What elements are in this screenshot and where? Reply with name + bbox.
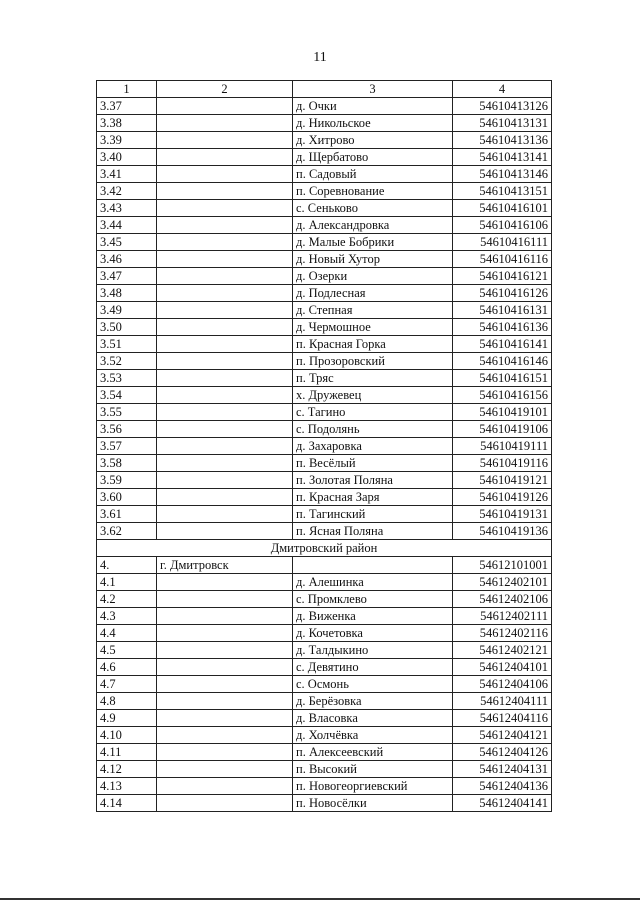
row-number: 3.55 xyxy=(97,404,157,421)
oktmo-code: 54612404116 xyxy=(453,710,552,727)
table-header-row xyxy=(97,81,552,98)
row-number: 3.58 xyxy=(97,455,157,472)
row-number: 3.61 xyxy=(97,506,157,523)
row-number: 3.57 xyxy=(97,438,157,455)
locality-name: д. Захаровка xyxy=(293,438,453,455)
locality-name: п. Соревнование xyxy=(293,183,453,200)
row-number: 4.7 xyxy=(97,676,157,693)
oktmo-code: 54612402106 xyxy=(453,591,552,608)
row-number: 4.3 xyxy=(97,608,157,625)
table-row xyxy=(97,319,552,336)
row-number: 3.52 xyxy=(97,353,157,370)
settlement-name xyxy=(157,778,293,795)
oktmo-code: 54610416146 xyxy=(453,353,552,370)
locality-name: п. Тряс xyxy=(293,370,453,387)
oktmo-code: 54610419101 xyxy=(453,404,552,421)
table-row xyxy=(97,404,552,421)
oktmo-code: 54610419106 xyxy=(453,421,552,438)
row-number: 3.49 xyxy=(97,302,157,319)
table-row xyxy=(97,234,552,251)
section-row xyxy=(97,540,552,557)
settlement-name xyxy=(157,506,293,523)
oktmo-code: 54612404106 xyxy=(453,676,552,693)
oktmo-code: 54610419121 xyxy=(453,472,552,489)
row-number: 4.13 xyxy=(97,778,157,795)
row-number: 3.53 xyxy=(97,370,157,387)
locality-name: п. Прозоровский xyxy=(293,353,453,370)
locality-name: д. Кочетовка xyxy=(293,625,453,642)
table-row xyxy=(97,710,552,727)
settlement-name xyxy=(157,166,293,183)
table-row xyxy=(97,744,552,761)
row-number: 3.39 xyxy=(97,132,157,149)
locality-name: п. Ясная Поляна xyxy=(293,523,453,540)
settlement-name xyxy=(157,625,293,642)
oktmo-code: 54610416106 xyxy=(453,217,552,234)
table-row xyxy=(97,132,552,149)
oktmo-code: 54610416136 xyxy=(453,319,552,336)
oktmo-code: 54610416141 xyxy=(453,336,552,353)
row-number: 4.10 xyxy=(97,727,157,744)
table-row xyxy=(97,98,552,115)
row-number: 4.4 xyxy=(97,625,157,642)
row-number: 4.9 xyxy=(97,710,157,727)
oktmo-code: 54610416121 xyxy=(453,268,552,285)
table-row xyxy=(97,608,552,625)
locality-name: с. Подолянь xyxy=(293,421,453,438)
locality-name: д. Никольское xyxy=(293,115,453,132)
settlement-name xyxy=(157,370,293,387)
locality-name: д. Озерки xyxy=(293,268,453,285)
oktmo-code: 54612404136 xyxy=(453,778,552,795)
row-number: 4.2 xyxy=(97,591,157,608)
oktmo-code: 54612404121 xyxy=(453,727,552,744)
column-header: 1 xyxy=(97,81,157,98)
table-row xyxy=(97,676,552,693)
oktmo-code: 54612402111 xyxy=(453,608,552,625)
table-row xyxy=(97,591,552,608)
table-row xyxy=(97,421,552,438)
row-number: 4.5 xyxy=(97,642,157,659)
oktmo-code: 54610416126 xyxy=(453,285,552,302)
settlement-name xyxy=(157,608,293,625)
oktmo-code: 54610413131 xyxy=(453,115,552,132)
row-number: 3.46 xyxy=(97,251,157,268)
table-row xyxy=(97,642,552,659)
settlement-name xyxy=(157,387,293,404)
scan-edge-line xyxy=(0,898,640,900)
row-number: 3.45 xyxy=(97,234,157,251)
row-number: 4.1 xyxy=(97,574,157,591)
locality-name: с. Осмонь xyxy=(293,676,453,693)
locality-name xyxy=(293,557,453,574)
locality-name: п. Новогеоргиевский xyxy=(293,778,453,795)
settlement-name xyxy=(157,710,293,727)
settlement-name xyxy=(157,693,293,710)
table-row xyxy=(97,472,552,489)
row-number: 3.54 xyxy=(97,387,157,404)
settlement-name xyxy=(157,591,293,608)
settlement-name xyxy=(157,149,293,166)
section-title: Дмитровский район xyxy=(97,540,552,557)
locality-name: д. Новый Хутор xyxy=(293,251,453,268)
table-row xyxy=(97,217,552,234)
oktmo-code: 54612404101 xyxy=(453,659,552,676)
table-row xyxy=(97,251,552,268)
settlement-name xyxy=(157,761,293,778)
locality-name: п. Красная Заря xyxy=(293,489,453,506)
table-row xyxy=(97,438,552,455)
table-body xyxy=(97,98,552,812)
column-header: 3 xyxy=(293,81,453,98)
table-row xyxy=(97,795,552,812)
oktmo-code: 54612402116 xyxy=(453,625,552,642)
table-row xyxy=(97,574,552,591)
settlement-name: г. Дмитровск xyxy=(157,557,293,574)
settlement-name xyxy=(157,676,293,693)
table-row xyxy=(97,761,552,778)
settlement-name xyxy=(157,217,293,234)
oktmo-code: 54610419136 xyxy=(453,523,552,540)
locality-name: п. Высокий xyxy=(293,761,453,778)
oktmo-code: 54612402121 xyxy=(453,642,552,659)
locality-name: д. Виженка xyxy=(293,608,453,625)
locality-name: д. Щербатово xyxy=(293,149,453,166)
settlement-name xyxy=(157,744,293,761)
settlement-name xyxy=(157,353,293,370)
oktmo-code: 54610419126 xyxy=(453,489,552,506)
locality-name: д. Талдыкино xyxy=(293,642,453,659)
settlement-name xyxy=(157,455,293,472)
row-number: 3.56 xyxy=(97,421,157,438)
locality-name: п. Новосёлки xyxy=(293,795,453,812)
locality-name: с. Девятино xyxy=(293,659,453,676)
row-number: 4.6 xyxy=(97,659,157,676)
column-header: 2 xyxy=(157,81,293,98)
settlement-name xyxy=(157,489,293,506)
table-row xyxy=(97,302,552,319)
oktmo-code: 54610416131 xyxy=(453,302,552,319)
settlement-name xyxy=(157,132,293,149)
table-row xyxy=(97,506,552,523)
settlement-name xyxy=(157,404,293,421)
page-number: 11 xyxy=(313,50,327,65)
table-row xyxy=(97,693,552,710)
oktmo-code: 54610419116 xyxy=(453,455,552,472)
settlement-name xyxy=(157,642,293,659)
oktmo-code: 54610413146 xyxy=(453,166,552,183)
table-row xyxy=(97,370,552,387)
table-row xyxy=(97,523,552,540)
table-row xyxy=(97,115,552,132)
locality-name: с. Тагино xyxy=(293,404,453,421)
table-row xyxy=(97,659,552,676)
locality-name: п. Красная Горка xyxy=(293,336,453,353)
oktmo-code: 54612404131 xyxy=(453,761,552,778)
table-row xyxy=(97,353,552,370)
table-row xyxy=(97,183,552,200)
settlement-table xyxy=(96,80,552,812)
row-number: 4.14 xyxy=(97,795,157,812)
table-row xyxy=(97,336,552,353)
locality-name: д. Степная xyxy=(293,302,453,319)
settlement-name xyxy=(157,251,293,268)
oktmo-code: 54610419131 xyxy=(453,506,552,523)
locality-name: п. Весёлый xyxy=(293,455,453,472)
locality-name: п. Алексеевский xyxy=(293,744,453,761)
settlement-name xyxy=(157,285,293,302)
settlement-name xyxy=(157,183,293,200)
settlement-name xyxy=(157,795,293,812)
settlement-name xyxy=(157,438,293,455)
settlement-name xyxy=(157,421,293,438)
settlement-name xyxy=(157,523,293,540)
row-number: 3.43 xyxy=(97,200,157,217)
locality-name: д. Власовка xyxy=(293,710,453,727)
row-number: 3.60 xyxy=(97,489,157,506)
oktmo-code: 54610416116 xyxy=(453,251,552,268)
locality-name: д. Чермошное xyxy=(293,319,453,336)
settlement-name xyxy=(157,472,293,489)
row-number: 4.11 xyxy=(97,744,157,761)
settlement-name xyxy=(157,319,293,336)
table-row xyxy=(97,268,552,285)
row-number: 4.12 xyxy=(97,761,157,778)
oktmo-code: 54610413136 xyxy=(453,132,552,149)
oktmo-code: 54612101001 xyxy=(453,557,552,574)
table-row xyxy=(97,625,552,642)
row-number: 3.40 xyxy=(97,149,157,166)
row-number: 3.50 xyxy=(97,319,157,336)
table-row xyxy=(97,200,552,217)
table-row xyxy=(97,166,552,183)
oktmo-code: 54610416151 xyxy=(453,370,552,387)
settlement-name xyxy=(157,336,293,353)
locality-name: д. Алешинка xyxy=(293,574,453,591)
locality-name: д. Подлесная xyxy=(293,285,453,302)
row-number: 3.37 xyxy=(97,98,157,115)
row-number: 4. xyxy=(97,557,157,574)
row-number: 3.59 xyxy=(97,472,157,489)
locality-name: п. Тагинский xyxy=(293,506,453,523)
row-number: 3.62 xyxy=(97,523,157,540)
settlement-name xyxy=(157,727,293,744)
locality-name: д. Очки xyxy=(293,98,453,115)
settlement-name xyxy=(157,234,293,251)
settlement-name xyxy=(157,200,293,217)
locality-name: п. Золотая Поляна xyxy=(293,472,453,489)
table-row xyxy=(97,489,552,506)
settlement-name xyxy=(157,659,293,676)
row-number: 3.41 xyxy=(97,166,157,183)
oktmo-code: 54610413141 xyxy=(453,149,552,166)
row-number: 3.47 xyxy=(97,268,157,285)
locality-name: д. Хитрово xyxy=(293,132,453,149)
row-number: 3.51 xyxy=(97,336,157,353)
oktmo-code: 54610413126 xyxy=(453,98,552,115)
locality-name: д. Берёзовка xyxy=(293,693,453,710)
oktmo-code: 54610416101 xyxy=(453,200,552,217)
locality-name: п. Садовый xyxy=(293,166,453,183)
table-row xyxy=(97,557,552,574)
table-row xyxy=(97,727,552,744)
settlement-name xyxy=(157,115,293,132)
oktmo-code: 54610416156 xyxy=(453,387,552,404)
row-number: 3.44 xyxy=(97,217,157,234)
table-row xyxy=(97,778,552,795)
table-row xyxy=(97,149,552,166)
settlement-name xyxy=(157,268,293,285)
locality-name: с. Сеньково xyxy=(293,200,453,217)
settlement-name xyxy=(157,98,293,115)
table-row xyxy=(97,387,552,404)
settlement-name xyxy=(157,574,293,591)
row-number: 4.8 xyxy=(97,693,157,710)
column-header: 4 xyxy=(453,81,552,98)
table-row xyxy=(97,455,552,472)
locality-name: д. Малые Бобрики xyxy=(293,234,453,251)
locality-name: х. Дружевец xyxy=(293,387,453,404)
table-row xyxy=(97,285,552,302)
oktmo-code: 54612404141 xyxy=(453,795,552,812)
locality-name: д. Александровка xyxy=(293,217,453,234)
locality-name: д. Холчёвка xyxy=(293,727,453,744)
row-number: 3.48 xyxy=(97,285,157,302)
locality-name: с. Промклево xyxy=(293,591,453,608)
oktmo-code: 54610413151 xyxy=(453,183,552,200)
row-number: 3.38 xyxy=(97,115,157,132)
oktmo-code: 54610416111 xyxy=(453,234,552,251)
row-number: 3.42 xyxy=(97,183,157,200)
oktmo-code: 54610419111 xyxy=(453,438,552,455)
oktmo-code: 54612404111 xyxy=(453,693,552,710)
oktmo-code: 54612402101 xyxy=(453,574,552,591)
settlement-name xyxy=(157,302,293,319)
oktmo-code: 54612404126 xyxy=(453,744,552,761)
